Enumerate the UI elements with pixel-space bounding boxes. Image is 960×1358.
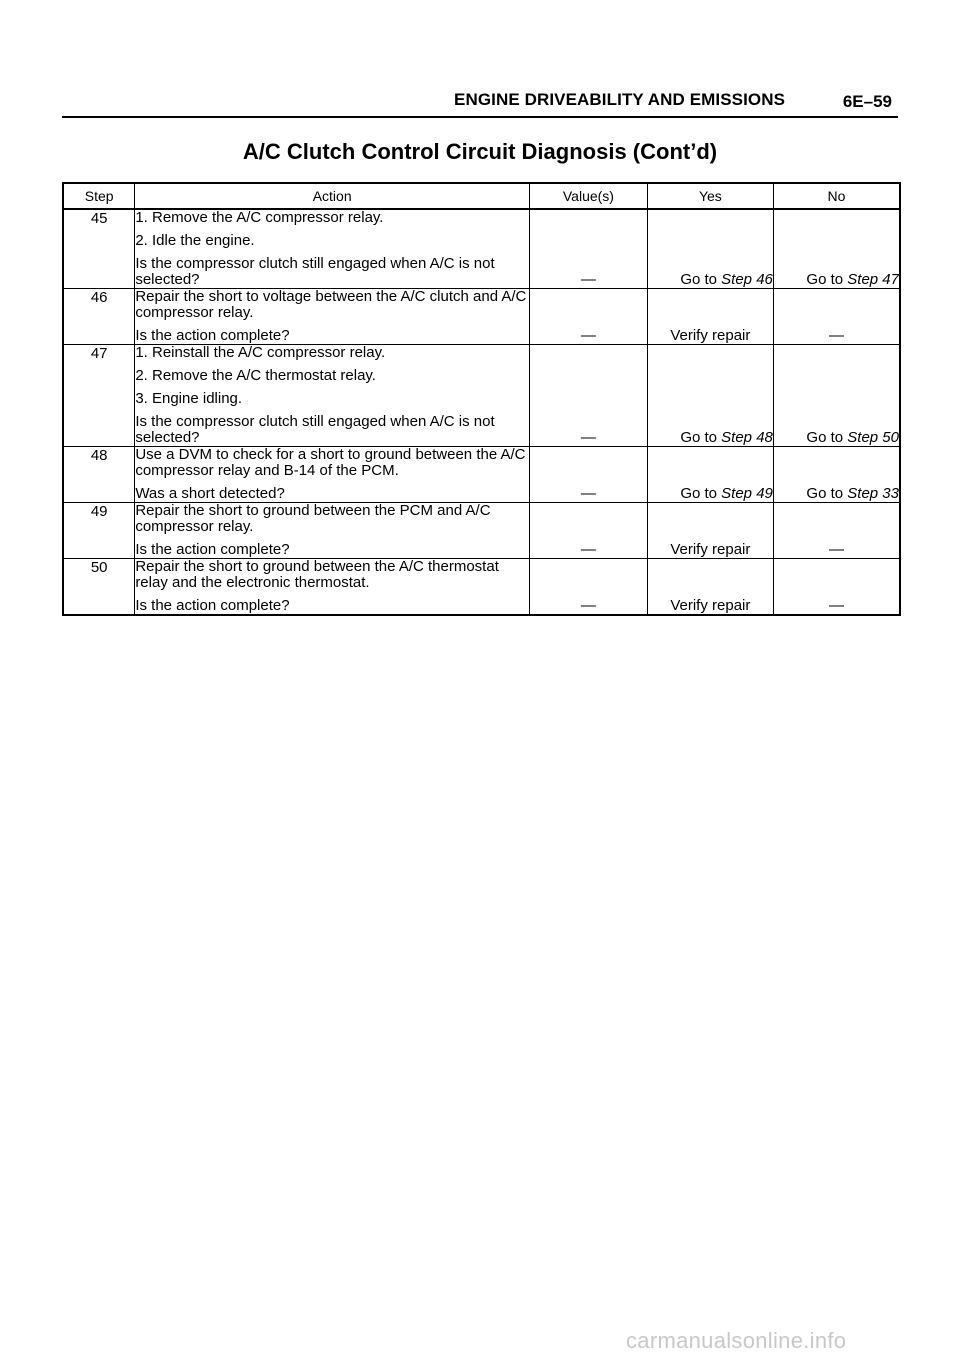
page-header [62,88,898,118]
no-cell [773,209,900,289]
action-instruction: Repair the short to ground between the A/C thermostat relay and the electronic thermostat. [135,558,499,591]
value-cell: — [530,559,648,616]
action-cell [135,345,530,447]
yes-text: Verify repair [670,327,751,344]
page-title: A/C Clutch Control Circuit Diagnosis (Cont’d) [242,139,718,164]
yes-cell [647,559,773,616]
action-question: Is the compressor clutch still engaged when A/C is not selected? [135,413,495,446]
value-cell: — [530,345,648,447]
action-question: Is the compressor clutch still engaged when A/C is not selected? [135,255,495,288]
action-question: Is the action complete? [135,597,290,614]
watermark: carmanualsonline.info [626,1328,847,1353]
no-cell [773,447,900,503]
yes-step-reference: Step 46 [721,271,773,288]
step-number: 46 [63,289,135,345]
page-number: 6E–59 [842,92,892,111]
yes-text: Verify repair [670,597,751,614]
action-instruction: Repair the short to ground between the PCM and A/C compressor relay. [135,502,491,535]
no-text: — [828,541,844,558]
yes-cell [647,209,773,289]
step-number: 48 [63,447,135,503]
table-row [63,289,900,345]
yes-step-reference: Step 49 [721,485,773,502]
no-step-reference: Step 47 [847,271,899,288]
no-text: Go to [806,485,848,502]
no-text: Go to [806,429,848,446]
value-cell: — [530,447,648,503]
no-text: — [828,597,844,614]
action-cell [135,447,530,503]
yes-text: Go to [680,485,722,502]
no-cell [773,345,900,447]
no-step-reference: Step 50 [847,429,899,446]
no-cell [773,503,900,559]
step-number: 47 [63,345,135,447]
column-header-yes: Yes [647,183,773,209]
action-step-item: 1. Reinstall the A/C compressor relay. [135,344,386,361]
value-cell: — [530,209,648,289]
action-cell [135,209,530,289]
no-cell [773,559,900,616]
yes-text: Go to [680,429,722,446]
step-number: 49 [63,503,135,559]
action-step-item: 2. Remove the A/C thermostat relay. [135,367,376,384]
table-row [63,345,900,447]
yes-text: Go to [680,271,722,288]
action-question: Is the action complete? [135,541,290,558]
yes-cell [647,289,773,345]
table-row [63,503,900,559]
action-step-item: 2. Idle the engine. [135,232,255,249]
step-number: 50 [63,559,135,616]
no-text: — [828,327,844,344]
table-row [63,209,900,289]
yes-step-reference: Step 48 [721,429,773,446]
action-question: Was a short detected? [135,485,285,502]
column-header-action: Action [135,183,530,209]
yes-text: Verify repair [670,541,751,558]
action-question: Is the action complete? [135,327,290,344]
column-header-step: Step [63,183,135,209]
yes-cell [647,503,773,559]
value-cell: — [530,289,648,345]
section-title: ENGINE DRIVEABILITY AND EMISSIONS [454,90,786,109]
table-row [63,447,900,503]
step-number: 45 [63,209,135,289]
table-row [63,559,900,616]
action-cell [135,503,530,559]
column-header-values: Value(s) [530,183,648,209]
table-body [63,209,900,615]
action-step-item: 3. Engine idling. [135,390,243,407]
no-text: Go to [806,271,848,288]
no-step-reference: Step 33 [847,485,899,502]
column-header-no: No [773,183,900,209]
action-cell [135,289,530,345]
yes-cell [647,447,773,503]
action-instruction: Repair the short to voltage between the A/C clutch and A/C compressor relay. [135,288,527,321]
action-step-item: 1. Remove the A/C compressor relay. [135,209,384,226]
table-header-row [63,183,900,209]
yes-cell [647,345,773,447]
action-instruction: Use a DVM to check for a short to ground between the A/C compressor relay and B-14 of the PCM. [135,446,526,479]
diagnosis-table [62,182,901,616]
value-cell: — [530,503,648,559]
no-cell [773,289,900,345]
action-cell [135,559,530,616]
